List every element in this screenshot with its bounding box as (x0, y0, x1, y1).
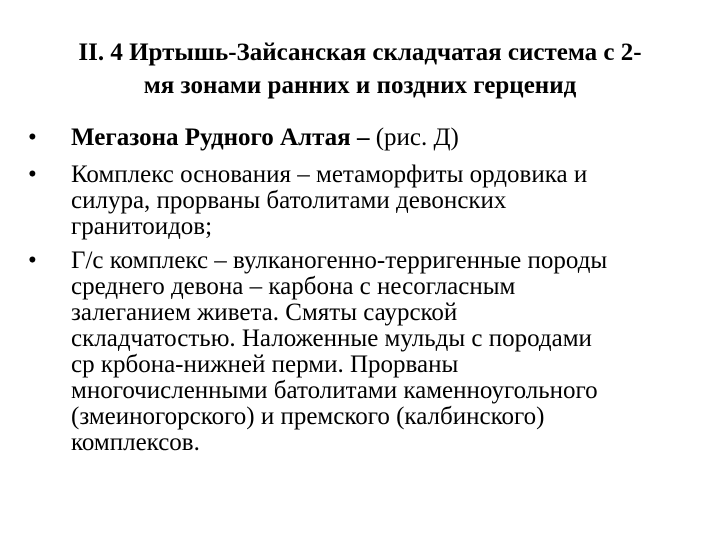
bullet-line: (змеиногорского) и премского (калбинского) (71, 403, 545, 430)
bullet-line: Г/с комплекс – вулканогенно-терригенные породы (71, 247, 608, 274)
slide-title (30, 36, 690, 102)
title-line: II. 4 Иртышь-Зайсанская складчатая система с 2- (78, 39, 642, 66)
bullet-bold-text: Мегазона Рудного Алтая – (71, 124, 370, 151)
bullet-item (28, 162, 708, 240)
bullet-item (28, 123, 708, 153)
bullet-line: комплексов. (71, 429, 200, 456)
bullet-marker: • (28, 161, 37, 188)
bullet-item (28, 248, 708, 456)
bullet-list (28, 123, 708, 456)
bullet-line: залеганием живета. Смяты саурской (71, 299, 458, 326)
bullet-line: гранитоидов; (71, 213, 213, 240)
bullet-line: силура, прорваны батолитами девонских (71, 187, 507, 214)
bullet-normal-text: (рис. Д) (369, 124, 459, 151)
bullet-text (71, 162, 587, 240)
bullet-line: среднего девона – карбона с несогласным (71, 273, 516, 300)
bullet-line: многочисленными батолитами каменноугольного (71, 377, 598, 404)
bullet-line: складчатостью. Наложенные мульды с породами (71, 325, 592, 352)
bullet-line: ср крбона-нижней перми. Прорваны (71, 351, 459, 378)
bullet-marker: • (28, 247, 37, 274)
bullet-text (71, 123, 459, 153)
bullet-text (71, 248, 607, 456)
bullet-marker: • (28, 124, 37, 151)
title-line: мя зонами ранних и поздних герценид (143, 72, 577, 99)
bullet-line: Комплекс основания – метаморфиты ордовика и (71, 161, 588, 188)
